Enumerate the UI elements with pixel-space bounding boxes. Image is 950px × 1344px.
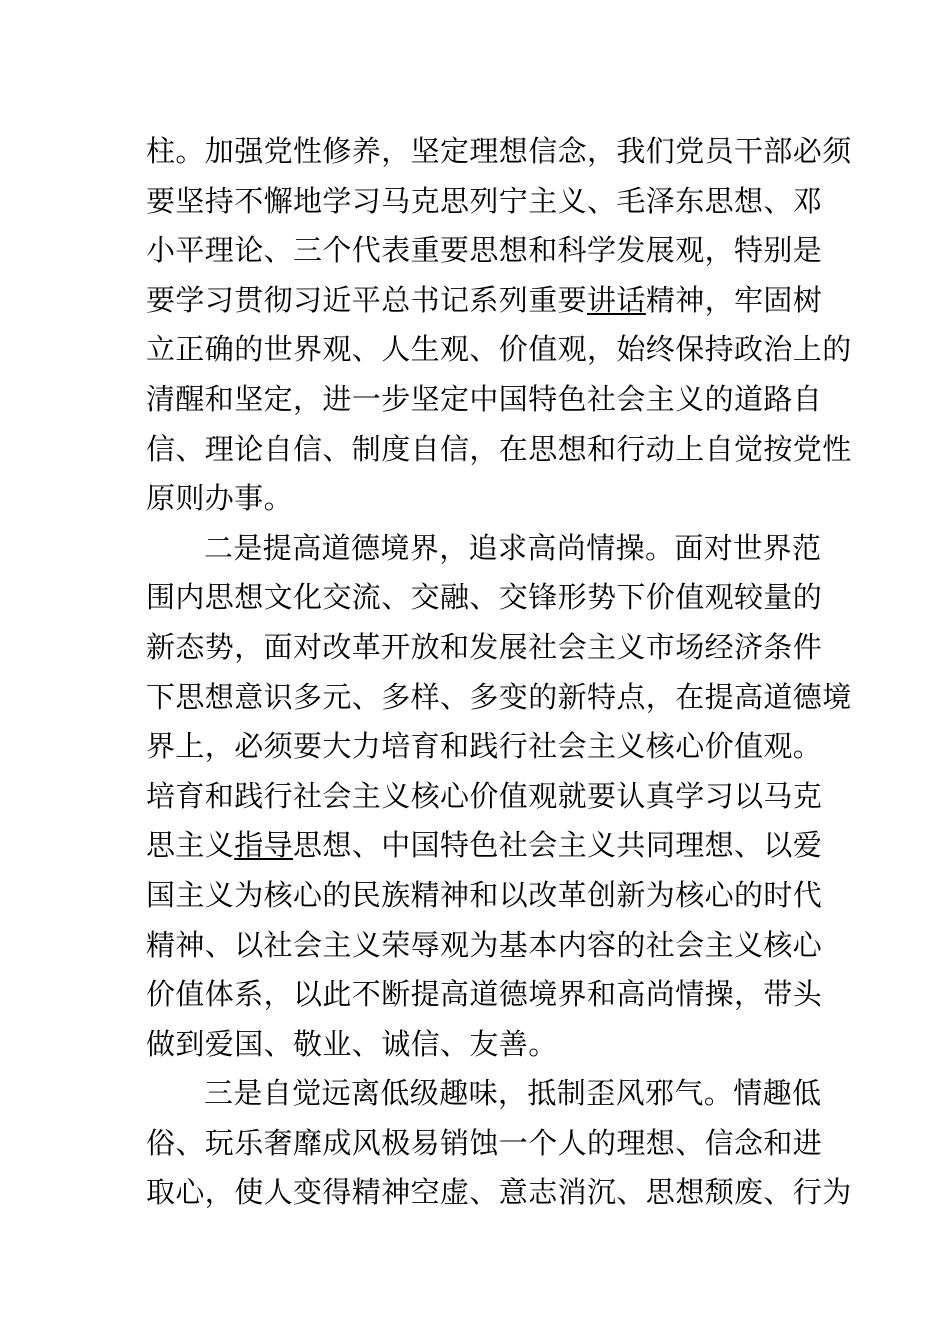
text-segment: 小平理论、三个代表重要思想和科学发展观，特别是 — [146, 233, 823, 268]
text-line-1 — [146, 127, 852, 177]
text-line-11 — [146, 623, 823, 673]
text-segment: 思想、中国特色社会主义共同理想、以爱 — [293, 828, 823, 863]
text-line-19 — [146, 1020, 808, 1070]
text-segment: 新态势，面对改革开放和发展社会主义市场经济条件 — [146, 629, 823, 664]
text-line-3 — [146, 226, 823, 276]
text-segment: 思主义 — [146, 828, 235, 863]
text-line-13 — [146, 722, 823, 772]
text-segment: 下思想意识多元、多样、多变的新特点，在提高道德境 — [146, 679, 852, 714]
underlined-link-zhidao[interactable]: 指导 — [234, 828, 294, 863]
text-line-20 — [146, 1069, 822, 1119]
text-segment: 国主义为核心的民族精神和以改革创新为核心的时代 — [146, 877, 823, 912]
text-segment: 俗、玩乐奢靡成风极易销蚀一个人的理想、信念和进 — [146, 1125, 823, 1160]
text-segment: 清醒和坚定，进一步坚定中国特色社会主义的道路自 — [146, 381, 823, 416]
text-line-2 — [146, 177, 823, 227]
text-line-15 — [146, 821, 823, 871]
text-segment: 价值体系，以此不断提高道德境界和高尚情操，带头 — [146, 977, 823, 1012]
text-line-21 — [146, 1119, 823, 1169]
text-segment: 立正确的世界观、人生观、价值观，始终保持政治上的 — [146, 332, 852, 367]
text-segment: 要坚持不懈地学习马克思列宁主义、毛泽东思想、邓 — [146, 183, 823, 218]
text-segment: 三是自觉远离低级趣味，抵制歪风邪气。情趣低 — [204, 1076, 822, 1111]
text-segment: 界上，必须要大力培育和践行社会主义核心价值观。 — [146, 729, 823, 764]
text-segment: 精神，牢固树 — [645, 282, 823, 317]
text-line-22 — [146, 1168, 852, 1218]
text-line-12 — [146, 673, 852, 723]
text-line-5 — [146, 325, 852, 375]
text-line-18 — [146, 970, 823, 1020]
text-line-6 — [146, 375, 823, 425]
text-segment: 要学习贯彻习近平总书记系列重要 — [146, 282, 588, 317]
text-segment: 精神、以社会主义荣辱观为基本内容的社会主义核心 — [146, 927, 823, 962]
text-segment: 取心，使人变得精神空虚、意志消沉、思想颓废、行为 — [146, 1175, 852, 1210]
text-line-7 — [146, 425, 852, 475]
text-line-17 — [146, 921, 823, 971]
text-line-9 — [146, 524, 822, 574]
body-text — [146, 127, 852, 1218]
text-segment: 围内思想文化交流、交融、交锋形势下价值观较量的 — [146, 580, 823, 615]
text-line-4 — [146, 276, 823, 326]
text-line-14 — [146, 772, 823, 822]
text-segment: 做到爱国、敬业、诚信、友善。 — [146, 1026, 558, 1061]
text-line-8 — [146, 474, 808, 524]
text-segment: 原则办事。 — [146, 481, 294, 516]
text-segment: 培育和践行社会主义核心价值观就要认真学习以马克 — [146, 778, 823, 813]
text-segment: 二是提高道德境界，追求高尚情操。面对世界范 — [204, 530, 822, 565]
text-segment: 信、理论自信、制度自信，在思想和行动上自觉按党性 — [146, 431, 852, 466]
text-line-16 — [146, 871, 823, 921]
text-segment: 柱。加强党性修养，坚定理想信念，我们党员干部必须 — [146, 134, 852, 168]
text-line-10 — [146, 573, 823, 623]
underlined-link-jianghua[interactable]: 讲话 — [587, 282, 646, 317]
